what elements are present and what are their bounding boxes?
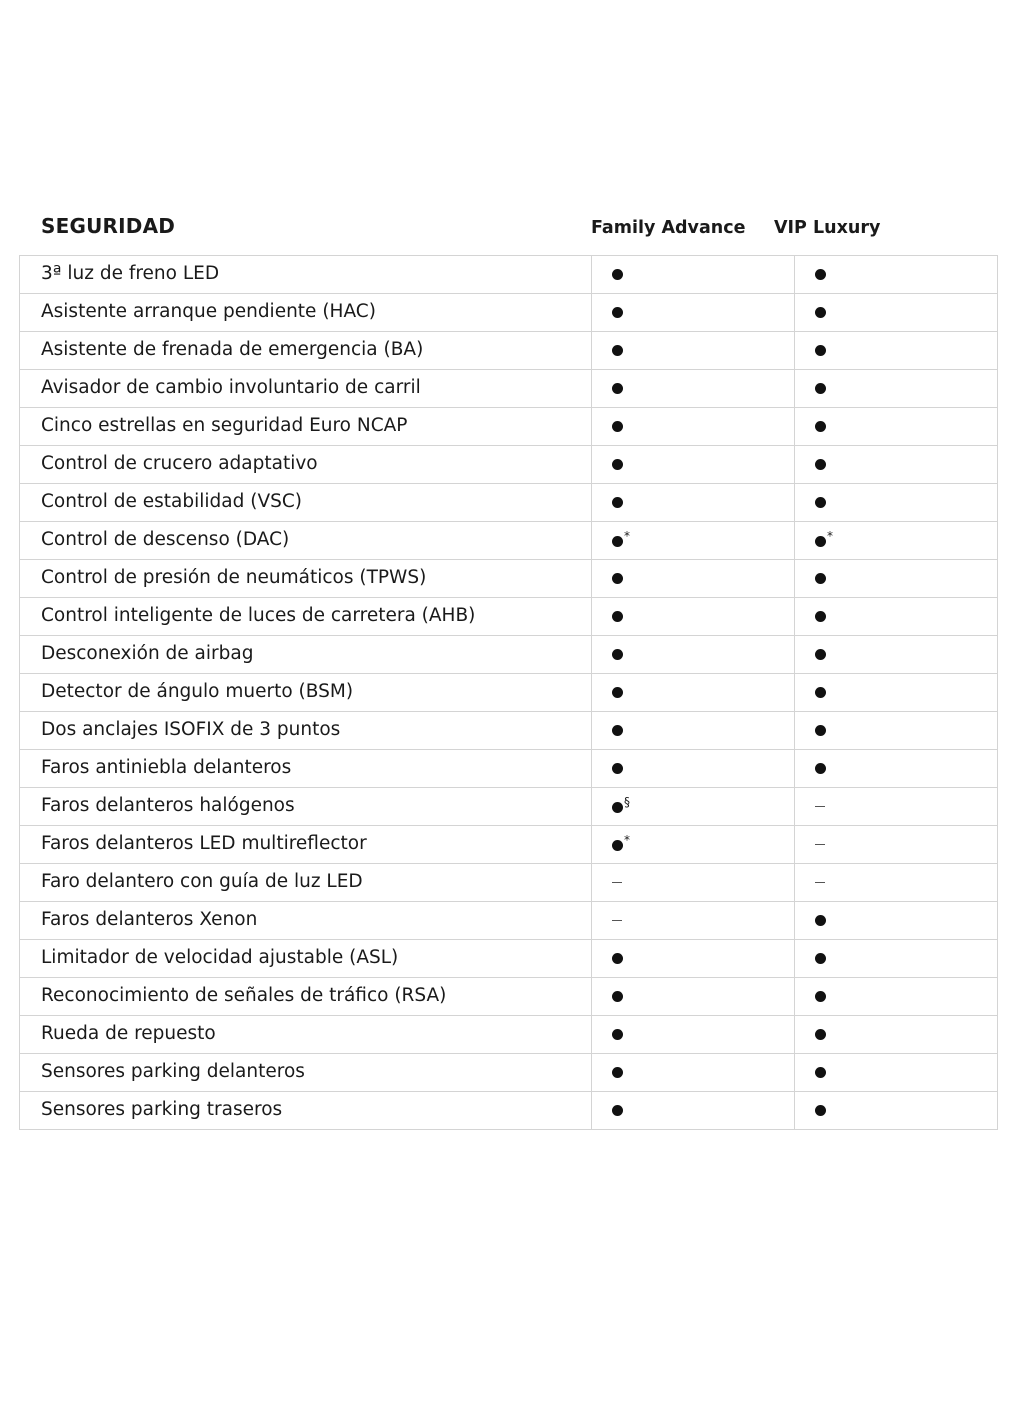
- table-row: [20, 294, 998, 332]
- included-dot-icon: [612, 1029, 623, 1040]
- not-available-dash-icon: [612, 920, 622, 921]
- table-row: [20, 560, 998, 598]
- included-dot-icon: [815, 1029, 826, 1040]
- value-family-advance: [592, 294, 795, 332]
- table-row: [20, 1092, 998, 1130]
- value-vip-luxury: [795, 978, 998, 1016]
- table-row: [20, 940, 998, 978]
- value-vip-luxury: [795, 636, 998, 674]
- table-row: [20, 750, 998, 788]
- feature-name: Detector de ángulo muerto (BSM): [20, 674, 592, 712]
- included-dot-icon: [612, 611, 623, 622]
- feature-name: Control de presión de neumáticos (TPWS): [20, 560, 592, 598]
- value-family-advance: [592, 978, 795, 1016]
- value-vip-luxury: [795, 370, 998, 408]
- value-vip-luxury: [795, 1016, 998, 1054]
- feature-name: Avisador de cambio involuntario de carril: [20, 370, 592, 408]
- included-dot-icon: [815, 536, 826, 547]
- included-dot-icon: [815, 459, 826, 470]
- feature-name: Control de estabilidad (VSC): [20, 484, 592, 522]
- not-available-dash-icon: [815, 806, 825, 807]
- table-row: [20, 1016, 998, 1054]
- included-dot-icon: [612, 687, 623, 698]
- value-family-advance: [592, 940, 795, 978]
- column-header-family-advance: Family Advance: [591, 218, 746, 238]
- included-dot-icon: [815, 915, 826, 926]
- included-dot-icon: [815, 1105, 826, 1116]
- included-dot-icon: [815, 725, 826, 736]
- value-vip-luxury: [795, 598, 998, 636]
- value-vip-luxury: [795, 864, 998, 902]
- included-dot-icon: [612, 725, 623, 736]
- feature-name: 3ª luz de freno LED: [20, 256, 592, 294]
- included-dot-icon: [815, 573, 826, 584]
- feature-name: Rueda de repuesto: [20, 1016, 592, 1054]
- included-dot-icon: [815, 687, 826, 698]
- included-dot-icon: [815, 383, 826, 394]
- value-vip-luxury: [795, 408, 998, 446]
- included-dot-icon: [612, 536, 623, 547]
- included-dot-icon: [612, 991, 623, 1002]
- value-family-advance: [592, 674, 795, 712]
- value-family-advance: [592, 826, 795, 864]
- included-dot-icon: [612, 459, 623, 470]
- feature-name: Faros antiniebla delanteros: [20, 750, 592, 788]
- table-row: [20, 370, 998, 408]
- value-family-advance: [592, 446, 795, 484]
- value-vip-luxury: [795, 788, 998, 826]
- included-dot-icon: [612, 383, 623, 394]
- table-row: [20, 902, 998, 940]
- table-row: [20, 522, 998, 560]
- value-family-advance: [592, 560, 795, 598]
- value-family-advance: [592, 484, 795, 522]
- table-row: [20, 674, 998, 712]
- value-vip-luxury: [795, 674, 998, 712]
- value-family-advance: [592, 598, 795, 636]
- feature-name: Control inteligente de luces de carretera (AHB): [20, 598, 592, 636]
- feature-name: Sensores parking traseros: [20, 1092, 592, 1130]
- value-vip-luxury: [795, 446, 998, 484]
- value-family-advance: [592, 712, 795, 750]
- table-row: [20, 712, 998, 750]
- table-row: [20, 978, 998, 1016]
- not-available-dash-icon: [612, 882, 622, 883]
- value-vip-luxury: [795, 902, 998, 940]
- value-family-advance: [592, 636, 795, 674]
- included-dot-icon: [612, 953, 623, 964]
- table-row: [20, 826, 998, 864]
- feature-name: Faros delanteros LED multireflector: [20, 826, 592, 864]
- table-row: [20, 256, 998, 294]
- value-family-advance: [592, 788, 795, 826]
- included-dot-icon: [612, 497, 623, 508]
- value-vip-luxury: [795, 484, 998, 522]
- feature-name: Limitador de velocidad ajustable (ASL): [20, 940, 592, 978]
- table-row: [20, 408, 998, 446]
- table-row: [20, 598, 998, 636]
- included-dot-icon: [612, 307, 623, 318]
- included-dot-icon: [612, 1067, 623, 1078]
- feature-name: Control de descenso (DAC): [20, 522, 592, 560]
- table-row: [20, 864, 998, 902]
- table-row: [20, 788, 998, 826]
- feature-name: Asistente de frenada de emergencia (BA): [20, 332, 592, 370]
- value-family-advance: [592, 370, 795, 408]
- value-family-advance: [592, 1054, 795, 1092]
- feature-name: Desconexión de airbag: [20, 636, 592, 674]
- value-family-advance: [592, 408, 795, 446]
- feature-name: Cinco estrellas en seguridad Euro NCAP: [20, 408, 592, 446]
- footnote-mark: §: [624, 795, 630, 810]
- value-vip-luxury: [795, 750, 998, 788]
- feature-name: Faros delanteros Xenon: [20, 902, 592, 940]
- safety-features-table: [19, 255, 998, 1130]
- included-dot-icon: [612, 269, 623, 280]
- footnote-mark: *: [624, 529, 630, 544]
- value-vip-luxury: [795, 1092, 998, 1130]
- value-family-advance: [592, 750, 795, 788]
- included-dot-icon: [815, 1067, 826, 1078]
- value-vip-luxury: [795, 294, 998, 332]
- value-family-advance: [592, 332, 795, 370]
- included-dot-icon: [815, 953, 826, 964]
- value-vip-luxury: [795, 332, 998, 370]
- table-row: [20, 1054, 998, 1092]
- value-vip-luxury: [795, 1054, 998, 1092]
- value-family-advance: [592, 1092, 795, 1130]
- feature-name: Control de crucero adaptativo: [20, 446, 592, 484]
- table-row: [20, 636, 998, 674]
- value-family-advance: [592, 864, 795, 902]
- value-vip-luxury: [795, 940, 998, 978]
- column-header-vip-luxury: VIP Luxury: [774, 218, 881, 238]
- included-dot-icon: [815, 345, 826, 356]
- table-row: [20, 484, 998, 522]
- included-dot-icon: [612, 345, 623, 356]
- included-dot-icon: [815, 497, 826, 508]
- value-vip-luxury: [795, 522, 998, 560]
- included-dot-icon: [815, 307, 826, 318]
- value-family-advance: [592, 256, 795, 294]
- footnote-mark: *: [827, 529, 833, 544]
- included-dot-icon: [612, 649, 623, 660]
- included-dot-icon: [612, 802, 623, 813]
- feature-name: Faros delanteros halógenos: [20, 788, 592, 826]
- value-family-advance: [592, 522, 795, 560]
- included-dot-icon: [815, 269, 826, 280]
- value-vip-luxury: [795, 560, 998, 598]
- not-available-dash-icon: [815, 844, 825, 845]
- feature-name: Dos anclajes ISOFIX de 3 puntos: [20, 712, 592, 750]
- value-family-advance: [592, 1016, 795, 1054]
- included-dot-icon: [815, 421, 826, 432]
- table-row: [20, 332, 998, 370]
- included-dot-icon: [612, 1105, 623, 1116]
- included-dot-icon: [815, 611, 826, 622]
- footnote-mark: *: [624, 833, 630, 848]
- feature-name: Faro delantero con guía de luz LED: [20, 864, 592, 902]
- not-available-dash-icon: [815, 882, 825, 883]
- value-vip-luxury: [795, 712, 998, 750]
- included-dot-icon: [612, 573, 623, 584]
- table-row: [20, 446, 998, 484]
- value-vip-luxury: [795, 826, 998, 864]
- included-dot-icon: [612, 763, 623, 774]
- included-dot-icon: [612, 421, 623, 432]
- included-dot-icon: [815, 763, 826, 774]
- included-dot-icon: [815, 649, 826, 660]
- value-vip-luxury: [795, 256, 998, 294]
- feature-name: Sensores parking delanteros: [20, 1054, 592, 1092]
- included-dot-icon: [612, 840, 623, 851]
- included-dot-icon: [815, 991, 826, 1002]
- value-family-advance: [592, 902, 795, 940]
- feature-name: Asistente arranque pendiente (HAC): [20, 294, 592, 332]
- feature-name: Reconocimiento de señales de tráfico (RSA): [20, 978, 592, 1016]
- section-title: SEGURIDAD: [41, 214, 176, 238]
